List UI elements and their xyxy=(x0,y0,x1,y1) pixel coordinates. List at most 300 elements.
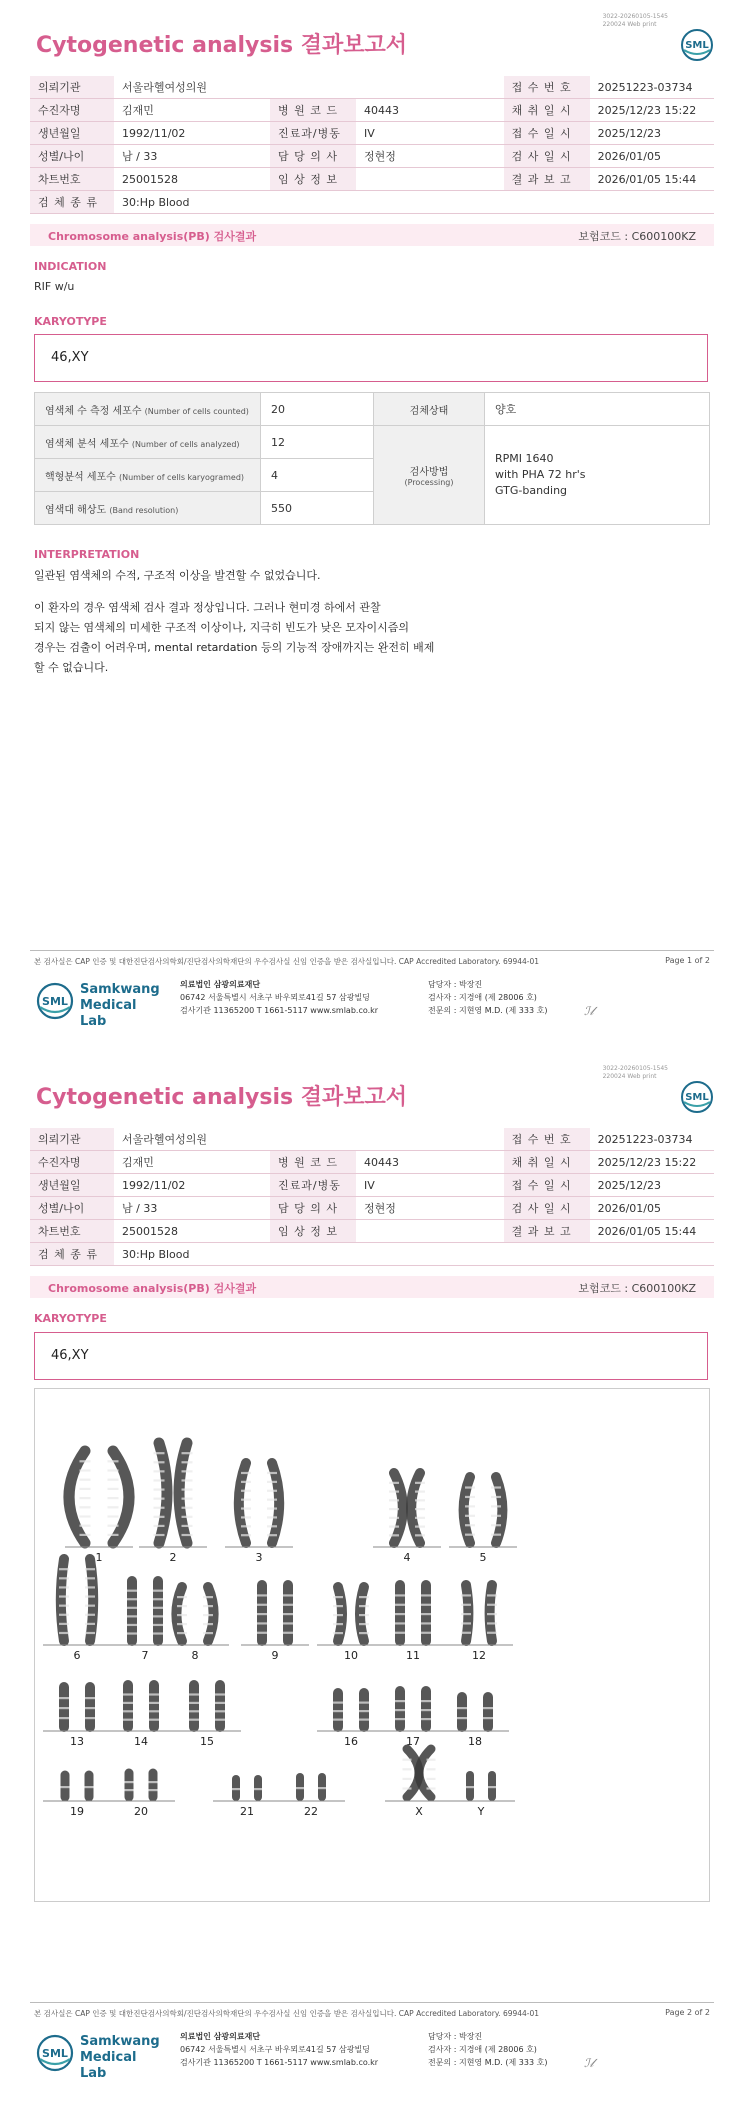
sml-logo-icon xyxy=(36,2034,74,2072)
chromosome-band xyxy=(359,1614,369,1616)
logo-mark-text: SML xyxy=(685,1092,709,1103)
chromosome-band xyxy=(395,1709,405,1711)
chromosome-band xyxy=(359,1605,369,1607)
chromosome-band xyxy=(267,1525,277,1527)
karyogram-image xyxy=(34,1388,710,1902)
address-line: 06742 서울특별시 서초구 바우뫼로41길 57 삼광빌딩 xyxy=(180,2045,370,2054)
chromosome-band xyxy=(153,1615,163,1617)
chromosome-band xyxy=(85,1577,95,1579)
chromosome-band xyxy=(154,1488,165,1490)
chromosome-band xyxy=(461,1613,471,1615)
chromosome-pair xyxy=(277,1777,345,1818)
chromosome-band xyxy=(182,1479,193,1481)
chromosome-label: 1 xyxy=(95,1551,103,1564)
chromosome-band xyxy=(85,1568,95,1570)
chromosome-label: 13 xyxy=(70,1735,84,1748)
info-label: 검 사 일 시 xyxy=(504,1197,590,1220)
chromosome-band xyxy=(415,1534,425,1536)
chromosome-band xyxy=(189,1719,199,1721)
chromosome-band xyxy=(189,1702,199,1704)
chromosome-band xyxy=(149,1710,159,1712)
info-label: 접 수 번 호 xyxy=(504,76,590,99)
chromatid xyxy=(159,1443,167,1543)
info-value xyxy=(356,168,504,191)
chromosome-band xyxy=(465,1486,475,1488)
chromosome-band xyxy=(491,1534,501,1536)
chromosome-band xyxy=(153,1632,163,1634)
chromosome-band xyxy=(149,1693,159,1695)
chromosome-pair xyxy=(373,1473,441,1564)
chromosome-band xyxy=(395,1700,405,1702)
chromosome-band xyxy=(153,1607,163,1609)
chromosome-band xyxy=(267,1499,277,1501)
info-label: 생년월일 xyxy=(30,1174,114,1197)
info-label: 의뢰기관 xyxy=(30,76,114,99)
staff-line: 담당자 : 박장진 xyxy=(428,980,483,989)
chromosome-band xyxy=(487,1604,497,1606)
chromosome-band xyxy=(177,1596,187,1598)
chromosome-band xyxy=(59,1697,69,1699)
chromosome-band xyxy=(267,1490,277,1492)
method-line: GTG-banding xyxy=(495,484,568,497)
chromosome-pair xyxy=(65,1451,133,1564)
logo-mark-text: SML xyxy=(685,40,709,51)
footer-staff xyxy=(428,978,547,1017)
chromosome-band xyxy=(154,1470,165,1472)
chromosome-band xyxy=(154,1516,165,1518)
chromosome-band xyxy=(267,1516,277,1518)
cells-label-sub: (Number of cells counted) xyxy=(144,406,249,416)
chromosome-pair xyxy=(173,1685,241,1748)
karyotype-box xyxy=(34,334,708,382)
chromosome-band xyxy=(127,1624,137,1626)
chromosome-band xyxy=(149,1702,159,1704)
info-value: 20251223-03734 xyxy=(590,1128,714,1151)
chromosome-band xyxy=(215,1702,225,1704)
chromosome-band xyxy=(108,1506,119,1508)
cells-value: 20 xyxy=(261,393,374,426)
chromosome-band xyxy=(108,1479,119,1481)
chromosome-band xyxy=(427,1778,436,1780)
chromosome-band xyxy=(389,1499,399,1501)
chromosome-label: 19 xyxy=(70,1805,84,1818)
chromosome-band xyxy=(465,1496,475,1498)
interpretation-line: 이 환자의 경우 염색체 검사 결과 정상입니다. 그러나 현미경 하에서 관찰 xyxy=(34,601,381,614)
chromosome-band xyxy=(154,1452,165,1454)
chromosome-band xyxy=(421,1613,431,1615)
chromosome-band xyxy=(461,1632,471,1634)
chromatid xyxy=(272,1463,279,1543)
chromosome-band xyxy=(149,1789,158,1791)
info-value: 정현정 xyxy=(356,1197,504,1220)
indication-heading: INDICATION xyxy=(34,260,107,273)
interpretation-heading: INTERPRETATION xyxy=(34,548,140,561)
chromosome-pair xyxy=(449,1477,517,1564)
chromosome-band xyxy=(85,1623,95,1625)
chromosome-band xyxy=(154,1498,165,1500)
chromosome-band xyxy=(154,1461,165,1463)
info-value: 2025/12/23 xyxy=(590,122,714,145)
chromosome-band xyxy=(59,1717,69,1719)
cells-label-sub: (Number of cells karyogramed) xyxy=(119,472,245,482)
chromatid xyxy=(419,1749,431,1797)
chromosome-band xyxy=(108,1460,119,1462)
chromosome-band xyxy=(421,1622,431,1624)
chromosome-band xyxy=(257,1594,267,1596)
cells-label xyxy=(35,426,261,459)
chromosome-label: 7 xyxy=(141,1649,149,1662)
chromosome-band xyxy=(182,1461,193,1463)
chromosome-label: 4 xyxy=(403,1551,411,1564)
logo-name-line: Samkwang xyxy=(80,2034,160,2049)
chromosome-label: 16 xyxy=(344,1735,358,1748)
section-title: Chromosome analysis(PB) 검사결과 xyxy=(48,1282,257,1295)
indication-text: RIF w/u xyxy=(34,280,75,293)
chromosome-band xyxy=(241,1472,251,1474)
chromosome-label: 2 xyxy=(169,1551,177,1564)
info-label: 진료과/병동 xyxy=(270,1174,356,1197)
chromosome-band xyxy=(108,1525,119,1527)
chromosome-pair xyxy=(111,1581,179,1662)
chromosome-band xyxy=(333,1596,343,1598)
sml-logo-icon xyxy=(680,1080,714,1114)
chromosome-band xyxy=(389,1491,399,1493)
chromosome-pair xyxy=(445,1585,513,1662)
info-value: 40443 xyxy=(356,1151,504,1174)
footer-logo xyxy=(36,2030,160,2081)
chromosome-band xyxy=(389,1526,399,1528)
chromosome-band xyxy=(241,1525,251,1527)
chromosome-band xyxy=(457,1707,467,1709)
info-label: 담 당 의 사 xyxy=(270,1197,356,1220)
chromosome-band xyxy=(80,1515,91,1517)
chromosome-band xyxy=(153,1590,163,1592)
info-label: 담 당 의 사 xyxy=(270,145,356,168)
chromosome-label: 12 xyxy=(472,1649,486,1662)
chromosome-band xyxy=(149,1719,159,1721)
section-title: Chromosome analysis(PB) 검사결과 xyxy=(48,230,257,243)
info-value xyxy=(356,1220,504,1243)
chromosome-band xyxy=(203,1623,213,1625)
chromosome-pair xyxy=(43,1559,111,1662)
chromosome-band xyxy=(296,1787,304,1789)
cells-value: 4 xyxy=(261,459,374,492)
chromosome-band xyxy=(415,1482,425,1484)
chromosome-band xyxy=(461,1594,471,1596)
chromosome-band xyxy=(415,1526,425,1528)
chromosome-band xyxy=(483,1707,493,1709)
chromosome-band xyxy=(487,1594,497,1596)
info-value: 40443 xyxy=(356,99,504,122)
info-label: 차트번호 xyxy=(30,1220,114,1243)
chromosome-band xyxy=(232,1788,240,1790)
info-label: 병 원 코 드 xyxy=(270,99,356,122)
chromosome-band xyxy=(487,1613,497,1615)
chromosome-label: 22 xyxy=(304,1805,318,1818)
staff-line: 전문의 : 지현영 M.D. (제 333 호) xyxy=(428,1006,548,1015)
chromosome-band xyxy=(333,1632,343,1634)
chromosome-band xyxy=(177,1623,187,1625)
info-label: 임 상 정 보 xyxy=(270,168,356,191)
info-label: 검 체 종 류 xyxy=(30,191,114,214)
report-title: Cytogenetic analysis 결과보고서 xyxy=(36,1085,408,1110)
logo-name-line: Medical Lab xyxy=(80,998,137,1029)
chromosome-band xyxy=(241,1481,251,1483)
cells-label-text: 염색체 수 측정 세포수 xyxy=(45,405,142,417)
chromosome-pair xyxy=(225,1463,293,1564)
chromosome-band xyxy=(421,1718,431,1720)
info-label: 생년월일 xyxy=(30,122,114,145)
chromosome-band xyxy=(241,1499,251,1501)
contact-line: 검사기관 11365200 T 1661-5117 www.smlab.co.kr xyxy=(180,1006,379,1015)
chromosome-band xyxy=(59,1568,69,1570)
chromosome-band xyxy=(395,1594,405,1596)
logo-mark-text: SML xyxy=(42,2047,68,2060)
specimen-state-label: 검체상태 xyxy=(374,393,485,426)
chromosome-band xyxy=(80,1488,91,1490)
contact-line: 검사기관 11365200 T 1661-5117 www.smlab.co.kr xyxy=(180,2058,379,2067)
info-label: 병 원 코 드 xyxy=(270,1151,356,1174)
chromosome-band xyxy=(108,1469,119,1471)
chromosome-band xyxy=(483,1717,493,1719)
chromosome-label: 18 xyxy=(468,1735,482,1748)
chromosome-band xyxy=(177,1632,187,1634)
chromosome-band xyxy=(203,1596,213,1598)
chromosome-band xyxy=(283,1594,293,1596)
chromosome-band xyxy=(415,1517,425,1519)
chromosome-band xyxy=(395,1622,405,1624)
chromosome-band xyxy=(359,1702,369,1704)
chromosome-band xyxy=(127,1590,137,1592)
chromosome-band xyxy=(488,1786,496,1788)
chromosome-band xyxy=(465,1534,475,1536)
chromosome-band xyxy=(267,1507,277,1509)
report-title: Cytogenetic analysis 결과보고서 xyxy=(36,33,408,58)
chromosome-band xyxy=(108,1534,119,1536)
chromosome-band xyxy=(80,1497,91,1499)
chromosome-band xyxy=(359,1623,369,1625)
chromosome-band xyxy=(491,1486,501,1488)
info-value: 30:Hp Blood xyxy=(114,1243,714,1266)
chromosome-label: 6 xyxy=(73,1649,81,1662)
chromosome-band xyxy=(283,1632,293,1634)
cells-label-text: 핵형분석 세포수 xyxy=(45,471,116,483)
chromosome-band xyxy=(182,1516,193,1518)
chromosome-pair xyxy=(241,1585,309,1662)
chromosome-band xyxy=(267,1481,277,1483)
chromosome-label: 3 xyxy=(255,1551,263,1564)
org-name: 의료법인 삼광의료재단 xyxy=(180,2032,261,2041)
info-label: 접 수 일 시 xyxy=(504,1174,590,1197)
chromosome-band xyxy=(123,1719,133,1721)
footer-address xyxy=(180,2030,378,2069)
chromosome-pair xyxy=(107,1685,175,1748)
chromosome-band xyxy=(389,1534,399,1536)
chromosome-band xyxy=(182,1488,193,1490)
result-section-bar xyxy=(30,224,714,246)
chromosome-band xyxy=(241,1534,251,1536)
chromosome-pair xyxy=(161,1587,229,1662)
interpretation-detail xyxy=(34,598,474,678)
chromosome-band xyxy=(465,1524,475,1526)
chromosome-band xyxy=(215,1719,225,1721)
chromosome-band xyxy=(182,1507,193,1509)
chromosome-band xyxy=(154,1534,165,1536)
method-label-sub: (Processing) xyxy=(404,478,454,487)
logo-mark-text: SML xyxy=(42,995,68,1008)
chromosome-band xyxy=(333,1623,343,1625)
info-label: 의뢰기관 xyxy=(30,1128,114,1151)
cells-label-sub: (Number of cells analyzed) xyxy=(131,439,240,449)
chromosome-band xyxy=(415,1508,425,1510)
chromosome-band xyxy=(403,1787,412,1789)
info-label: 진료과/병동 xyxy=(270,122,356,145)
chromosome-band xyxy=(154,1507,165,1509)
chromosome-band xyxy=(318,1787,326,1789)
cell-count-table xyxy=(34,392,710,525)
chromatid xyxy=(61,1559,64,1641)
chromosome-band xyxy=(403,1778,412,1780)
info-label: 수진자명 xyxy=(30,99,114,122)
chromosome-pair xyxy=(379,1585,447,1662)
footer-logo xyxy=(36,978,160,1029)
info-label: 성별/나이 xyxy=(30,1197,114,1220)
chromosome-label: 20 xyxy=(134,1805,148,1818)
result-section-bar xyxy=(30,1276,714,1298)
chromosome-band xyxy=(359,1596,369,1598)
info-value: 2026/01/05 xyxy=(590,1197,714,1220)
page-number: Page 1 of 2 xyxy=(665,956,710,965)
chromosome-band xyxy=(257,1613,267,1615)
karyotype-heading: KARYOTYPE xyxy=(34,315,107,328)
chromosome-band xyxy=(333,1719,343,1721)
chromosome-band xyxy=(359,1710,369,1712)
cells-value: 550 xyxy=(261,492,374,525)
chromosome-band xyxy=(491,1496,501,1498)
chromosome-band xyxy=(267,1472,277,1474)
chromosome-band xyxy=(123,1702,133,1704)
info-value: IV xyxy=(356,122,504,145)
karyogram-svg xyxy=(35,1389,709,1901)
chromosome-band xyxy=(395,1632,405,1634)
chromatid xyxy=(179,1443,187,1543)
info-label: 성별/나이 xyxy=(30,145,114,168)
chromosome-pair xyxy=(385,1749,453,1818)
chromosome-label: 5 xyxy=(479,1551,487,1564)
insurance-code: 보험코드 : C600100KZ xyxy=(578,230,696,243)
chromosome-band xyxy=(267,1534,277,1536)
chromosome-band xyxy=(108,1488,119,1490)
logo-name xyxy=(80,2034,160,2082)
chromosome-band xyxy=(59,1623,69,1625)
chromosome-band xyxy=(127,1598,137,1600)
chromosome-band xyxy=(389,1517,399,1519)
karyotype-heading: KARYOTYPE xyxy=(34,1312,107,1325)
chromosome-band xyxy=(395,1613,405,1615)
chromosome-band xyxy=(182,1525,193,1527)
chromosome-band xyxy=(80,1506,91,1508)
info-value: 2026/01/05 15:44 xyxy=(590,168,714,191)
print-code-line: 3022-20260105-1545 xyxy=(602,1065,668,1072)
info-value: 서울라헬여성의원 xyxy=(114,1128,504,1151)
chromosome-band xyxy=(127,1615,137,1617)
info-value: IV xyxy=(356,1174,504,1197)
chromosome-band xyxy=(421,1604,431,1606)
chromosome-band xyxy=(59,1595,69,1597)
interpretation-line: 되지 않는 염색체의 미세한 구조적 이상이나, 지극히 빈도가 낮은 모자이시즘의 xyxy=(34,621,409,634)
chromosome-band xyxy=(182,1534,193,1536)
info-value: 김재민 xyxy=(114,99,270,122)
chromosome-label: 15 xyxy=(200,1735,214,1748)
chromosome-label: 11 xyxy=(406,1649,420,1662)
print-code-line: 220024 Web print xyxy=(602,21,657,28)
chromosome-band xyxy=(421,1709,431,1711)
info-value: 정현정 xyxy=(356,145,504,168)
chromosome-pair xyxy=(213,1779,281,1818)
chromosome-band xyxy=(85,1707,95,1709)
info-value: 2026/01/05 15:44 xyxy=(590,1220,714,1243)
chromosome-band xyxy=(125,1789,134,1791)
chromosome-band xyxy=(85,1717,95,1719)
chromosome-band xyxy=(359,1632,369,1634)
staff-line: 검사자 : 지경애 (제 28006 호) xyxy=(428,2045,537,2054)
info-label: 검 사 일 시 xyxy=(504,145,590,168)
page-number: Page 2 of 2 xyxy=(665,2008,710,2017)
chromosome-band xyxy=(149,1781,158,1783)
interpretation-summary: 일관된 염색체의 수적, 구조적 이상을 발견할 수 없었습니다. xyxy=(34,569,321,582)
chromosome-band xyxy=(59,1707,69,1709)
chromosome-label: Y xyxy=(477,1805,485,1818)
chromosome-band xyxy=(153,1624,163,1626)
info-value: 김재민 xyxy=(114,1151,270,1174)
print-code xyxy=(603,13,668,29)
chromosome-band xyxy=(241,1507,251,1509)
chromosome-band xyxy=(203,1614,213,1616)
chromosome-band xyxy=(254,1788,262,1790)
chromosome-band xyxy=(80,1460,91,1462)
chromosome-band xyxy=(85,1605,95,1607)
patient-info-table xyxy=(30,1128,714,1266)
chromosome-band xyxy=(85,1632,95,1634)
chromosome-band xyxy=(59,1577,69,1579)
accreditation-note: 본 검사실은 CAP 인증 및 대한진단검사의학회/진단검사의학재단의 우수검사실 신임 인증을 받은 검사실입니다. CAP Accredited Laboratory. 69944-01 xyxy=(34,2009,540,2018)
staff-line: 전문의 : 지현영 M.D. (제 333 호) xyxy=(428,2058,548,2067)
chromosome-band xyxy=(61,1786,70,1788)
info-label: 수진자명 xyxy=(30,1151,114,1174)
chromosome-band xyxy=(241,1490,251,1492)
address-line: 06742 서울특별시 서초구 바우뫼로41길 57 삼광빌딩 xyxy=(180,993,370,1002)
chromosome-band xyxy=(427,1787,436,1789)
chromosome-band xyxy=(108,1497,119,1499)
chromosome-band xyxy=(177,1605,187,1607)
chromosome-label: 14 xyxy=(134,1735,148,1748)
chromosome-band xyxy=(283,1622,293,1624)
chromosome-band xyxy=(123,1710,133,1712)
chromosome-band xyxy=(203,1605,213,1607)
chromosome-band xyxy=(421,1594,431,1596)
chromosome-band xyxy=(59,1605,69,1607)
karyotype-result: 46,XY xyxy=(51,1348,89,1363)
chromosome-band xyxy=(487,1622,497,1624)
cells-label-sub: (Band resolution) xyxy=(109,505,179,515)
chromosome-band xyxy=(333,1614,343,1616)
chromosome-pair xyxy=(317,1693,385,1748)
chromosome-pair xyxy=(441,1697,509,1748)
sml-logo-icon xyxy=(36,982,74,1020)
chromosome-band xyxy=(257,1604,267,1606)
info-label: 접 수 일 시 xyxy=(504,122,590,145)
chromosome-band xyxy=(85,1586,95,1588)
